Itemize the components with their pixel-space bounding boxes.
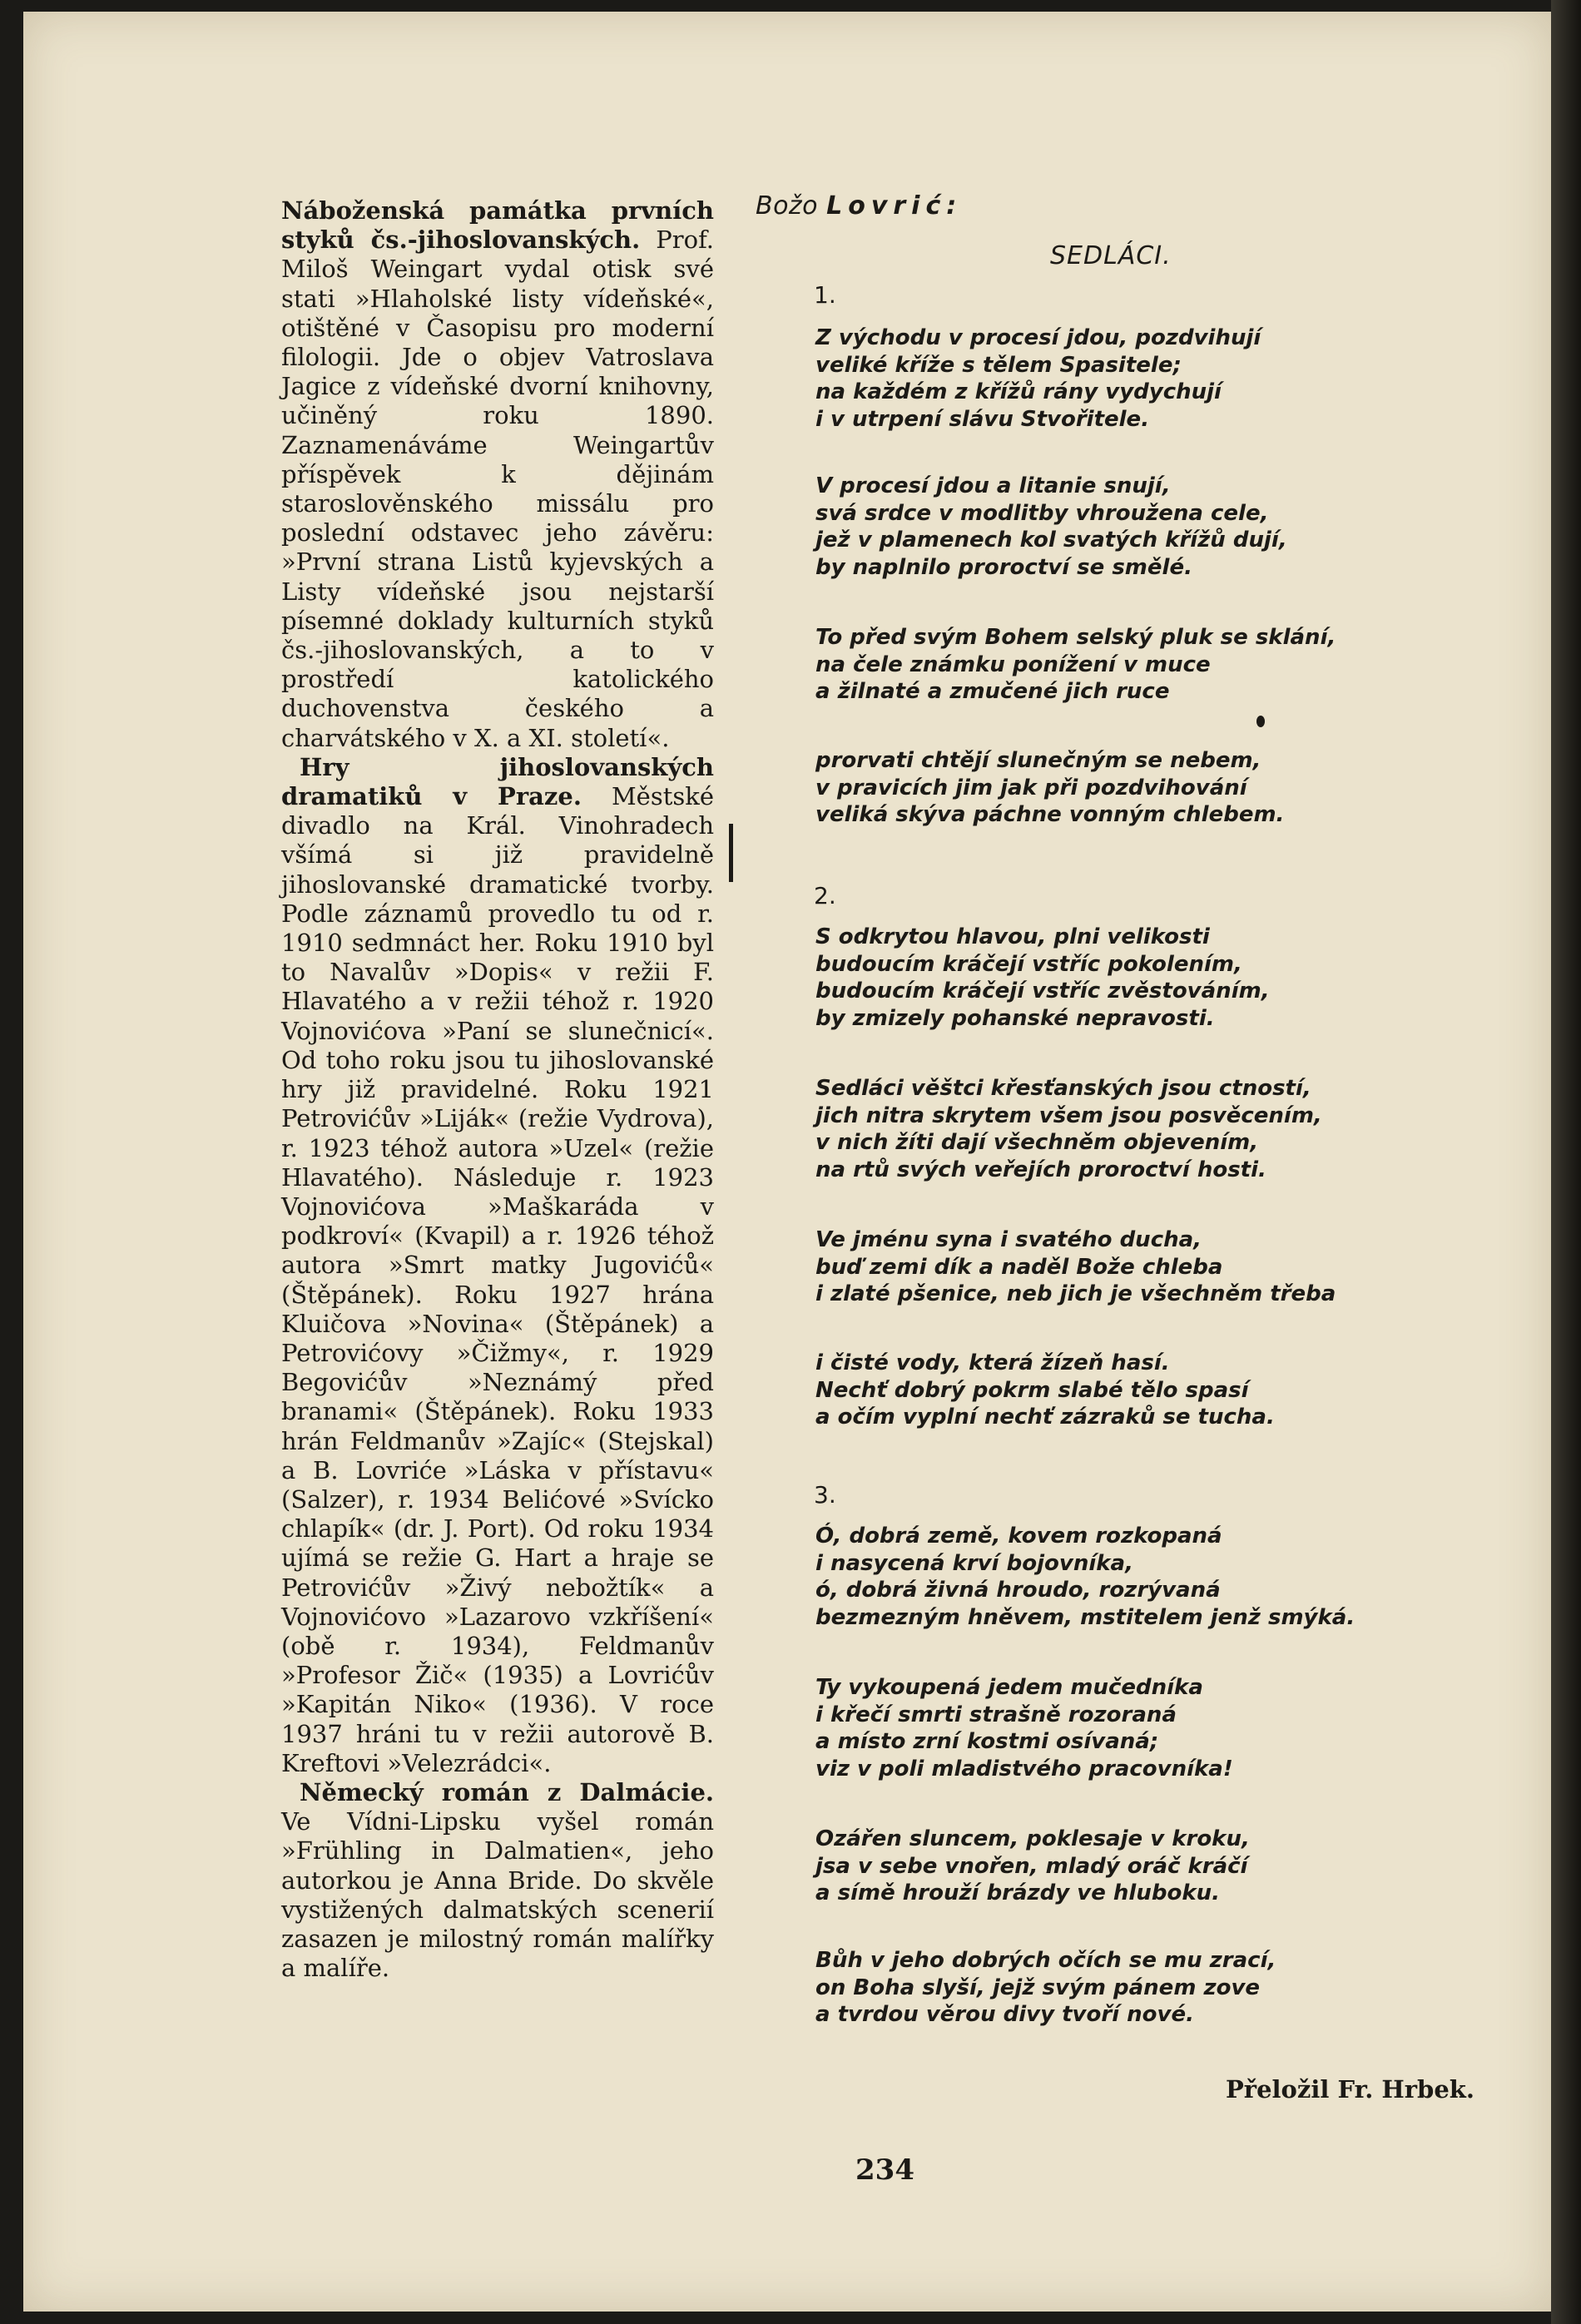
verse-line: by naplnilo proroctví se smělé. — [815, 554, 1192, 580]
article-heading: Náboženská památka prvních styků čs.-jihoslovanských. — [281, 196, 714, 255]
column-mark — [729, 824, 733, 882]
verse-line: na čele známku ponížení v muce — [815, 652, 1211, 677]
verse-line: bezmezným hněvem, mstitelem jenž smýká. — [815, 1604, 1355, 1630]
verse-line: jež v plamenech kol svatých křížů dují, — [815, 528, 1287, 553]
stanza — [815, 1226, 1336, 1308]
verse-line: Ozářen sluncem, poklesaje v kroku, — [815, 1826, 1250, 1851]
verse-line: Nechť dobrý pokrm slabé tělo spasí — [815, 1377, 1249, 1403]
verse-line: viz v poli mladistvého pracovníka! — [815, 1756, 1233, 1781]
article-heading: Německý román z Dalmácie. — [300, 1777, 714, 1806]
stanza — [815, 325, 1261, 433]
verse-line: a místo zrní kostmi osívaná; — [815, 1729, 1159, 1754]
verse-line: prorvati chtějí slunečným se nebem, — [815, 748, 1261, 773]
stanza — [815, 624, 1336, 706]
verse-line: svá srdce v modlitby vhroužena cele, — [815, 500, 1269, 526]
book-spine — [1551, 0, 1581, 2324]
verse-line: i křečí smrti strašně rozoraná — [815, 1702, 1177, 1727]
verse-line: budoucím kráčejí vstříc pokolením, — [815, 951, 1242, 977]
verse-line: a žilnaté a zmučené jich ruce — [815, 679, 1170, 704]
article-dramatists — [281, 753, 714, 1778]
verse-line: v nich žíti dají všechněm objevením, — [815, 1130, 1259, 1155]
verse-line: i čisté vody, která žízeň hasí. — [815, 1350, 1170, 1375]
verse-line: i nasycená krví bojovníka, — [815, 1550, 1133, 1576]
poem-title: SEDLÁCI. — [1050, 241, 1172, 270]
news-column — [281, 196, 714, 1983]
stanza — [815, 1075, 1322, 1183]
verse-line: Z východu v procesí jdou, pozdvihují — [815, 325, 1261, 350]
verse-line: na rtů svých veřejích proroctví hosti. — [815, 1157, 1266, 1182]
verse-line: v pravicích jim jak při pozdvihování — [815, 775, 1247, 800]
article-novel — [281, 1778, 714, 1983]
verse-line: Ty vykoupená jedem mučedníka — [815, 1675, 1203, 1700]
author-first-name: Božo — [756, 191, 819, 221]
section-number: 3. — [814, 1481, 836, 1509]
verse-line: veliká skýva páchne vonným chlebem. — [815, 802, 1285, 827]
verse-line: jich nitra skrytem všem jsou posvěcením, — [815, 1103, 1322, 1128]
stanza — [815, 1826, 1250, 1907]
translator-credit: Přeložil Fr. Hrbek. — [1226, 2075, 1474, 2103]
stanza — [815, 473, 1287, 581]
stanza — [815, 1523, 1355, 1631]
author-last-name: Lovrić: — [826, 191, 963, 221]
verse-line: To před svým Bohem selský pluk se sklání, — [815, 625, 1336, 650]
stanza — [815, 924, 1270, 1032]
verse-line: on Boha slyší, jejž svým pánem zove — [815, 1975, 1261, 2000]
verse-line: buď zemi dík a naděl Bože chleba — [815, 1254, 1223, 1280]
poem-author — [756, 191, 962, 221]
verse-line: a símě hrouží brázdy ve hluboku. — [815, 1881, 1221, 1905]
verse-line: i v utrpení slávu Stvořitele. — [815, 406, 1150, 432]
verse-line: i zlaté pšenice, neb jich je všechněm třeba — [815, 1281, 1336, 1306]
stanza — [815, 1947, 1276, 2029]
verse-line: V procesí jdou a litanie snují, — [815, 473, 1171, 498]
verse-line: S odkrytou hlavou, plni velikosti — [815, 924, 1210, 949]
ink-speck — [1256, 716, 1265, 727]
page-number: 234 — [855, 2153, 914, 2187]
stanza — [815, 1350, 1275, 1431]
verse-line: Bůh v jeho dobrých očích se mu zrací, — [815, 1948, 1276, 1973]
verse-line: Ve jménu syna i svatého ducha, — [815, 1227, 1202, 1252]
stanza — [815, 1674, 1233, 1782]
verse-line: jsa v sebe vnořen, mladý oráč kráčí — [815, 1853, 1248, 1879]
section-number: 1. — [814, 281, 836, 309]
verse-line: a tvrdou věrou divy tvoří nové. — [815, 2002, 1194, 2027]
verse-line: a očím vyplní nechť zázraků se tucha. — [815, 1405, 1275, 1430]
verse-line: ó, dobrá živná hroudo, rozrývaná — [815, 1578, 1221, 1603]
verse-line: Ó, dobrá země, kovem rozkopaná — [815, 1524, 1222, 1549]
article-text: Ve Vídni-Lipsku vyšel román »Frühling in Dalmatien«, jeho autorkou je Anna Bride. Do skvěle vystižených dalmatských scenerií zasazen je milostný román malířky a malíře. — [281, 1807, 714, 1983]
article-text: Prof. Miloš Weingart vydal otisk své stati »Hlaholské listy vídeňské«, otištěné v Časopisu pro moderní filologii. Jde o objev Vatroslava Jagice z vídeňské dvorní knihovny, učiněný roku 1890. Zaznamenáváme Weingartův příspěvek k dějinám staroslověnského missálu pro poslední odstavec jeho závěru: »První strana Listů kyjevských a Listy vídeňské jsou nejstarší písemné doklady kulturních styků čs.-jihoslovanských, a to v prostředí katolického duchovenstva českého a charvátského v X. a XI. století«. — [281, 225, 714, 752]
article-weingart — [281, 196, 714, 753]
stanza — [815, 747, 1284, 829]
verse-line: veliké kříže s tělem Spasitele; — [815, 352, 1182, 378]
verse-line: by zmizely pohanské nepravosti. — [815, 1005, 1215, 1031]
article-heading: Hry jihoslovanských dramatiků v Praze. — [281, 752, 714, 811]
section-number: 2. — [814, 882, 836, 909]
verse-line: Sedláci věštci křesťanských jsou ctností, — [815, 1076, 1311, 1101]
article-text: Městské divadlo na Král. Vinohradech všímá si již pravidelně jihoslovanské dramatické tvorby. Podle záznamů provedlo tu od r. 1910 sedmnáct her. Roku 1910 byl to Navalův »Dopis« v režii F. Hlavatého a v režii téhož r. 1920 Vojnovićova »Paní se slunečnicí«. Od toho roku jsou tu jihoslovanské hry již pravidelné. Roku 1921 Petrovićův »Liják« (režie Vydrova), r. 1923 téhož autora »Uzel« (režie Hlavatého). Následuje r. 1923 Vojnovićova »Maškaráda v podkroví« (Kvapil) a r. 1926 téhož autora »Smrt matky Jugovićů« (Štěpánek). Roku 1927 hrána Kluičova »Novina« (Štěpánek) a Petrovićovy »Čižmy«, r. 1929 Begovićův »Neznámý před branami« (Štěpánek). Roku 1933 hrán Feldmanův »Zajíc« (Stejskal) a B. Lovriće »Láska v přístavu« (Salzer), r. 1934 Belićové »Svícko chlapík« (dr. J. Port). Od roku 1934 ujímá se režie G. Hart a hraje se Petrovićův »Živý nebožtík« a Vojnovićovo »Lazarovo vzkříšení« (obě r. 1934), Feldmanův »Profesor Žič« (1935) a Lovrićův »Kapitán Niko« (1936). V roce 1937 hráni tu v režii autorově B. Kreftovi »Velezrádci«. — [281, 782, 714, 1777]
verse-line: na každém z křížů rány vydychují — [815, 379, 1222, 404]
verse-line: budoucím kráčejí vstříc zvěstováním, — [815, 979, 1270, 1003]
